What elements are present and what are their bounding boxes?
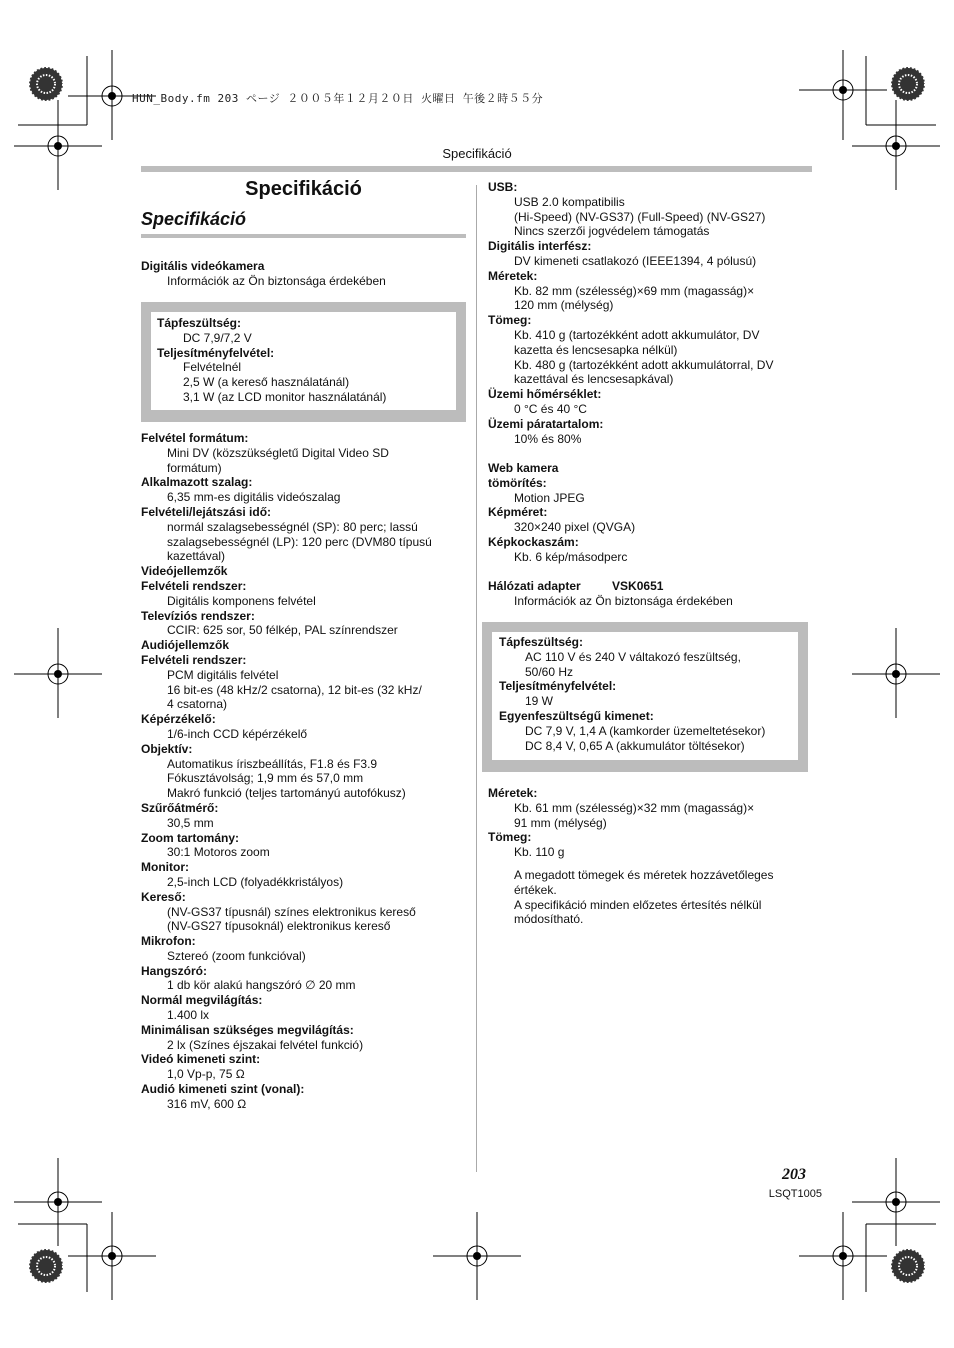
note-line: A megadott tömegek és méretek hozzávetőleges	[514, 868, 774, 882]
spec-value: Digitális komponens felvétel	[167, 593, 316, 608]
adapter-model: VSK0651	[612, 579, 664, 593]
notes	[488, 868, 798, 927]
consumption-line: 2,5 W (a kereső használatánál)	[183, 375, 350, 390]
spec-value: 30,5 mm	[167, 815, 214, 830]
spec-label: USB:	[488, 180, 518, 194]
consumption-line: Felvételnél	[183, 360, 242, 375]
adapter-consumption-value: 19 W	[525, 694, 554, 709]
spec-value: 1/6-inch CCD képérzékelő	[167, 726, 308, 741]
spec-label: Mikrofon:	[141, 934, 196, 949]
spec-label: Méretek:	[488, 268, 538, 283]
page-number: 203	[782, 1166, 806, 1183]
spec-label: Tömeg:	[488, 830, 532, 845]
spec-value: 16 bit-es (48 kHz/2 csatorna), 12 bit-es (32 kHz/	[167, 682, 422, 697]
adapter-dc-line: DC 7,9 V, 1,4 A (kamkorder üzemeltetésekor)	[525, 723, 766, 738]
spec-label: Videó kimeneti szint:	[141, 1052, 261, 1067]
spec-label: Felvételi rendszer:	[141, 652, 247, 667]
note-line: módosítható.	[514, 912, 584, 927]
spec-label: Képkockaszám:	[488, 534, 579, 549]
spec-value: Kb. 480 g (tartozékként adott akkumulátorral, DV	[514, 357, 774, 372]
webcam-spec-list	[488, 461, 808, 565]
spec-value: Kb. 61 mm (szélesség)×32 mm (magasság)×	[514, 800, 755, 815]
spec-value: Kb. 82 mm (szélesség)×69 mm (magasság)×	[514, 283, 755, 298]
spec-value: Mini DV (közszükségletű Digital Video SD	[167, 445, 389, 460]
spec-value: Makró funkció (teljes tartományú autofókusz)	[167, 786, 406, 801]
spec-value: 320×240 pixel (QVGA)	[514, 520, 636, 535]
spec-value: 10% és 80%	[514, 431, 582, 446]
safety-note: Információk az Ön biztonsága érdekében	[167, 273, 386, 288]
spec-value: 0 °C és 40 °C	[514, 401, 587, 416]
spec-value: Sztereó (zoom funkcióval)	[167, 948, 306, 963]
spec-value: formátum)	[167, 460, 222, 475]
adapter-supply-line: AC 110 V és 240 V váltakozó feszültség,	[525, 649, 741, 664]
spec-label: Üzemi hőmérséklet:	[488, 387, 602, 402]
adapter-supply-line: 50/60 Hz	[525, 664, 574, 679]
adapter-dc-label: Egyenfeszültségű kimenet:	[499, 708, 654, 723]
spec-value: 1,0 Vp-p, 75 Ω	[167, 1067, 245, 1082]
spec-value: Motion JPEG	[514, 490, 585, 505]
spec-value: DV kimeneti csatlakozó (IEEE1394, 4 pólusú)	[514, 253, 757, 268]
spec-value: kazettával és lencsesapkával)	[514, 372, 674, 387]
spec-label: Zoom tartomány:	[141, 830, 240, 845]
spec-value: kazetta és lencsesapka nélkül)	[514, 342, 678, 357]
spec-value: 316 mV, 600 Ω	[167, 1096, 247, 1111]
spec-value: szalagsebességnél (LP): 120 perc (DVM80 típusú	[167, 534, 432, 549]
spec-label: Képméret:	[488, 505, 548, 520]
spec-label: Felvételi/lejátszási idő:	[141, 504, 272, 519]
adapter-consumption-label: Teljesítményfelvétel:	[499, 679, 617, 694]
note-line: A specifikáció minden előzetes értesítés nélkül	[514, 897, 762, 912]
camera-heading: Digitális videókamera	[141, 259, 265, 273]
spec-value: Nincs szerzői jogvédelem támogatás	[514, 224, 710, 239]
supply-label: Tápfeszültség:	[157, 316, 242, 330]
camera-intro	[141, 259, 471, 289]
top-rule	[141, 166, 812, 172]
spec-label: Videójellemzők	[141, 564, 228, 579]
power-box-content	[151, 312, 456, 410]
spec-label: Hangszóró:	[141, 963, 207, 978]
camera-spec-list	[141, 431, 471, 1112]
adapter-supply-label: Tápfeszültség:	[499, 635, 584, 649]
spec-value: CCIR: 625 sor, 50 félkép, PAL színrendszer	[167, 623, 398, 638]
spec-label: Objektív:	[141, 741, 193, 756]
spec-label: Tömeg:	[488, 313, 532, 328]
spec-value: PCM digitális felvétel	[167, 667, 279, 682]
spec-value: 1 db kör alakú hangszóró ∅ 20 mm	[167, 978, 356, 993]
camera-spec-list-2	[488, 180, 808, 446]
spec-value: (Hi-Speed) (NV-GS37) (Full-Speed) (NV-GS27)	[514, 209, 766, 224]
section-rule	[141, 234, 466, 238]
note-line: értékek.	[514, 882, 557, 897]
section-title: Specifikáció	[141, 209, 247, 229]
spec-value: (NV-GS37 típusnál) színes elektronikus kereső	[167, 904, 416, 919]
document-code: LSQT1005	[768, 1188, 822, 1200]
consumption-label: Teljesítményfelvétel:	[157, 345, 275, 360]
spec-label: Képérzékelő:	[141, 712, 216, 727]
spec-label: Web kamera	[488, 461, 559, 475]
adapter-intro	[488, 579, 808, 609]
consumption-line: 3,1 W (az LCD monitor használatánál)	[183, 389, 387, 404]
spec-value: 2 lx (Színes éjszakai felvétel funkció)	[167, 1037, 364, 1052]
spec-value: 120 mm (mélység)	[514, 298, 614, 313]
running-head: Specifikáció	[442, 146, 512, 161]
spec-label: Audiójellemzők	[141, 638, 230, 653]
spec-value: 30:1 Motoros zoom	[167, 845, 270, 860]
adapter-heading: Hálózati adapter	[488, 579, 581, 593]
spec-value: Kb. 110 g	[514, 845, 565, 860]
spec-label: tömörítés:	[488, 475, 547, 490]
spec-value: 6,35 mm-es digitális videószalag	[167, 490, 341, 505]
spec-label: Üzemi páratartalom:	[488, 416, 604, 431]
spec-value: Kb. 6 kép/másodperc	[514, 549, 628, 564]
spec-label: Monitor:	[141, 860, 189, 875]
spec-value: USB 2.0 kompatibilis	[514, 194, 625, 209]
supply-value: DC 7,9/7,2 V	[183, 330, 252, 345]
spec-label: Televíziós rendszer:	[141, 608, 255, 623]
spec-value: kazettával)	[167, 549, 226, 564]
spec-value: 4 csatorna)	[167, 697, 228, 712]
spec-value: Kb. 410 g (tartozékként adott akkumulátor, DV	[514, 327, 760, 342]
spec-value: 2,5-inch LCD (folyadékkristályos)	[167, 874, 344, 889]
adapter-safety-note: Információk az Ön biztonsága érdekében	[514, 593, 733, 608]
spec-label: Minimálisan szükséges megvilágítás:	[141, 1022, 354, 1037]
adapter-power-box-content	[492, 632, 798, 760]
spec-value: Fókusztávolság; 1,9 mm és 57,0 mm	[167, 771, 364, 786]
page-title: Specifikáció	[245, 178, 362, 200]
spec-label: Kereső:	[141, 889, 186, 904]
spec-label: Audió kimeneti szint (vonal):	[141, 1082, 305, 1097]
spec-label: Digitális interfész:	[488, 239, 592, 254]
spec-label: Normál megvilágítás:	[141, 993, 263, 1008]
adapter-power-box	[482, 622, 808, 772]
spec-label: Felvételi rendszer:	[141, 578, 247, 593]
spec-label: Alkalmazott szalag:	[141, 475, 253, 490]
spec-value: normál szalagsebességnél (SP): 80 perc; lassú	[167, 519, 418, 534]
spec-value: (NV-GS27 típusoknál) elektronikus kereső	[167, 919, 391, 934]
adapter-spec-list	[488, 786, 808, 860]
spec-label: Felvétel formátum:	[141, 431, 249, 445]
spec-value: 1.400 lx	[167, 1008, 210, 1023]
adapter-heading-row	[488, 579, 808, 594]
spec-label: Méretek:	[488, 786, 538, 800]
spec-label: Szűrőátmérő:	[141, 800, 219, 815]
adapter-dc-line: DC 8,4 V, 0,65 A (akkumulátor töltésekor)	[525, 738, 745, 753]
print-header: HUN_Body.fm 203 ページ ２００５年１２月２０日 火曜日 午後２時５５分	[132, 92, 544, 105]
spec-value: Automatikus íriszbeállítás, F1.8 és F3.9	[167, 756, 378, 771]
column-divider	[476, 185, 477, 1172]
spec-value: 91 mm (mélység)	[514, 815, 607, 830]
power-box	[141, 302, 466, 422]
